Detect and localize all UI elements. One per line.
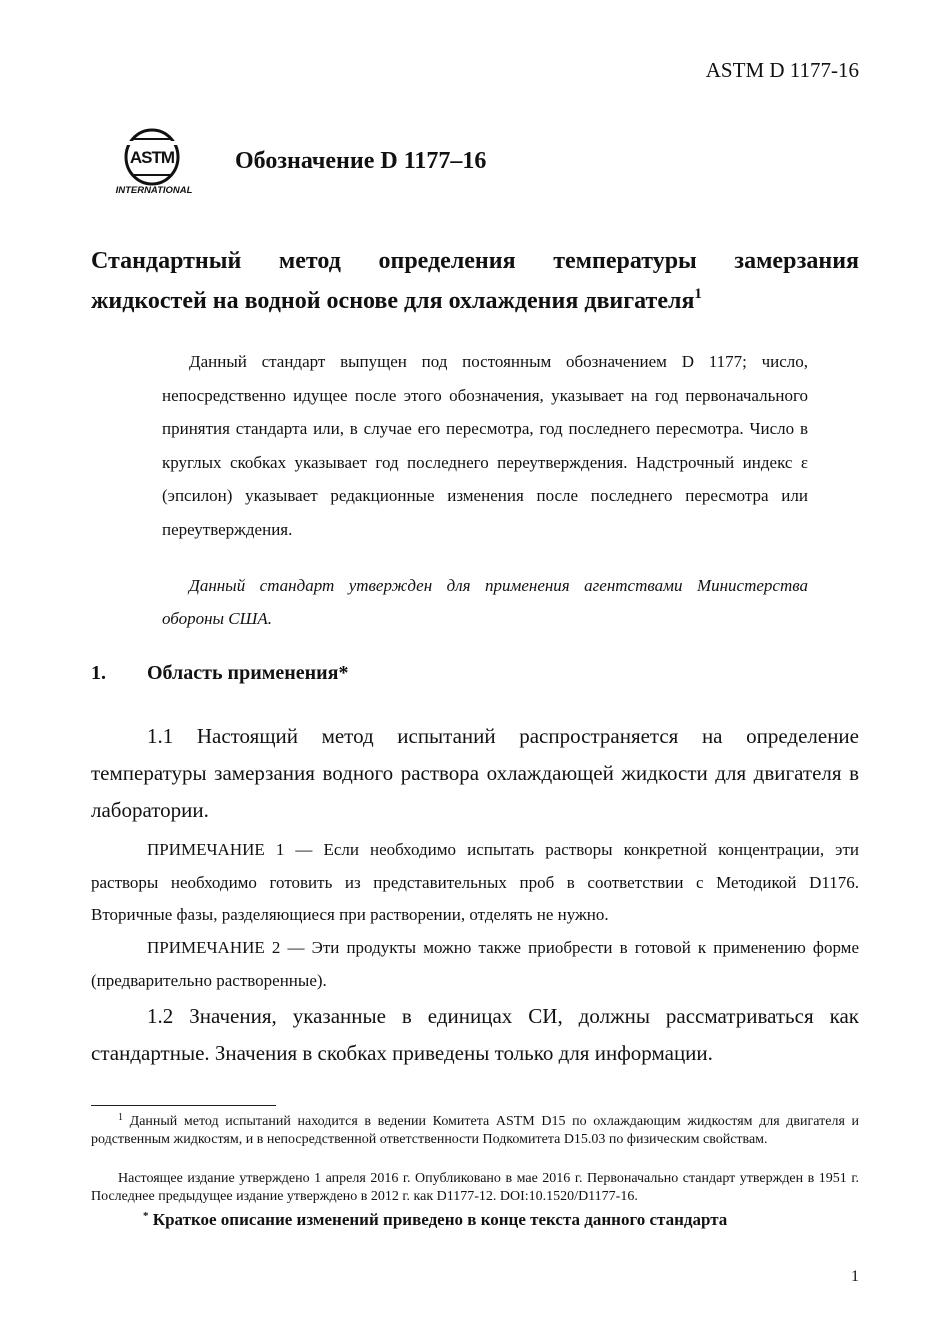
- footnote-1-mark: 1: [118, 1112, 123, 1123]
- document-code: ASTM D 1177-16: [705, 58, 859, 82]
- logo-text: INTERNATIONAL: [115, 185, 193, 196]
- footnote-1: [91, 1113, 859, 1149]
- document-title: [91, 241, 859, 321]
- footnote-asterisk: *: [143, 1210, 149, 1222]
- svg-text:ASTM: ASTM: [129, 148, 175, 167]
- title-line-1: Стандартный метод определения температуры замерзания: [91, 248, 859, 274]
- section-heading: [91, 662, 349, 685]
- title-line-2: жидкостей на водной основе для охлаждения двигателя: [91, 288, 695, 314]
- note-1: ПРИМЕЧАНИЕ 1 — Если необходимо испытать растворы конкретной концентрации, эти растворы необходимо готовить из представительных проб в соответствии с Методикой D1176. Вторичные фазы, разделяющиеся при растворении, отделять не нужно.: [91, 840, 859, 924]
- paragraph-1-1: 1.1 Настоящий метод испытаний распространяется на определение температуры замерзания водного раствора охлаждающей жидкости для двигателя в лаборатории.: [91, 724, 859, 822]
- footnote-divider: [91, 1105, 276, 1106]
- designation-heading: Обозначение D 1177–16: [235, 148, 487, 174]
- dod-approval-note: Данный стандарт утвержден для применения агентствами Министерства обороны США.: [162, 576, 808, 628]
- paragraph-1-2: 1.2 Значения, указанные в единицах СИ, должны рассматриваться как стандартные. Значения в скобках приведены только для информации.: [91, 1004, 859, 1065]
- section-number: 1.: [91, 662, 106, 684]
- footnote-1-text: Данный метод испытаний находится в ведении Комитета ASTM D15 по охлаждающим жидкостям для двигателя и родственным жидкостям, и в непосредственной ответственности Подкомитета D15.03 по физическим свойствам.: [91, 1114, 860, 1147]
- footnote-changes: [143, 1210, 727, 1230]
- section-title: Область применения*: [147, 662, 349, 684]
- preamble-text: Данный стандарт выпущен под постоянным обозначением D 1177; число, непосредственно идущее после этого обозначения, указывает на год первоначального принятия стандарта или, в случае его пересмотра, год последнего пересмотра. Число в круглых скобках указывает год последнего переутверждения. Надстрочный индекс ε (эпсилон) указывает редакционные изменения после последнего пересмотра или переутверждения.: [162, 352, 808, 539]
- footnote-changes-text: Краткое описание изменений приведено в конце текста данного стандарта: [152, 1210, 728, 1229]
- note-2: ПРИМЕЧАНИЕ 2 — Эти продукты можно также приобрести в готовой к применению форме (предварительно растворенные).: [91, 938, 859, 990]
- astm-logo-icon: [112, 127, 196, 199]
- page-number: 1: [851, 1268, 859, 1285]
- title-footnote-mark: 1: [694, 286, 702, 302]
- footnote-edition: Настоящее издание утверждено 1 апреля 2016 г. Опубликовано в мае 2016 г. Первоначально стандарт утвержден в 1951 г. Последнее предыдущее издание утверждено в 2012 г. как D1177-12. DOI:10.1520/D1177-16.: [91, 1171, 859, 1204]
